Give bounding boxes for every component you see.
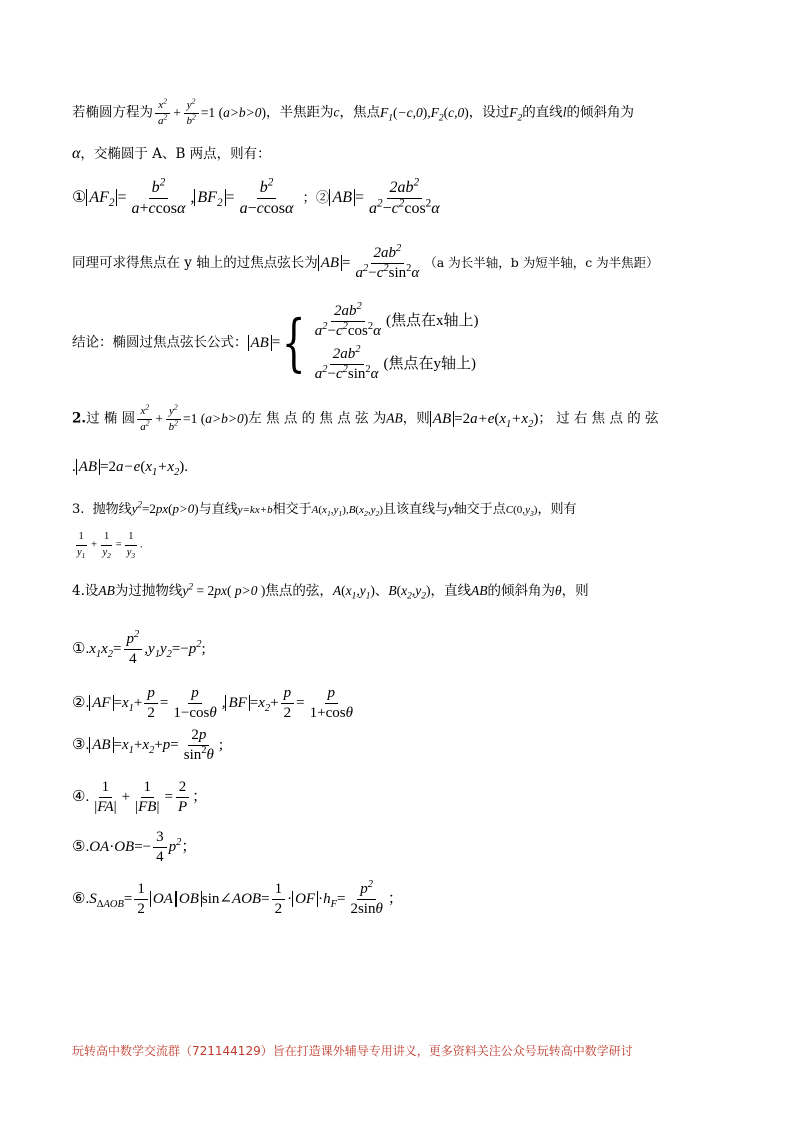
- formula-4-2: ②. AF $=x_1+$ $\frac{p}{2}$ = $\frac{p}{1-\cos\theta}$ , BF $=x_2+$ $\frac{p}{2}$ = $\frac{p}{1+\cos\theta}$: [72, 685, 353, 721]
- text: 的直线: [522, 104, 563, 121]
- text: 4.设: [72, 583, 99, 599]
- text: 同理可求得焦点在 y 轴上的过焦点弦长为: [72, 254, 318, 271]
- text: ，焦点: [339, 104, 381, 121]
- text: 左 焦 点 的 焦 点 弦 为: [248, 410, 387, 427]
- formula-4-5: ⑤.OA·OB=− $\frac{3}{4}$ $p^2$；: [72, 829, 197, 865]
- item-4-line: 4.设AB为过抛物线$y^2 = 2px$( p>0 )焦点的弦，$A(x_1,y_1)$、$B(x_2,y_2)$，直线AB的倾斜角为θ，则: [72, 582, 589, 602]
- text: 、: [374, 583, 389, 599]
- text: ； 过 右 焦 点 的 弦: [538, 410, 659, 427]
- footer-note: 玩转高中数学交流群（721144129）旨在打造课外辅导专用讲义，更多资料关注公众号玩转高中数学研讨: [72, 1044, 633, 1058]
- text: 的倾斜角为: [566, 104, 634, 121]
- text: 焦点在y轴上: [388, 355, 472, 372]
- text: ，半焦距为: [266, 104, 334, 121]
- text: ，则: [561, 583, 589, 599]
- formula-4-3: ③. AB $=x_1+x_2+p=$ $\frac{2p}{\sin^2\theta}$ ;: [72, 727, 224, 763]
- conclusion-line: 结论：椭圆过焦点弦长公式： AB ={ $\frac{2ab^2}{a^2-c^2\cos^2\alpha}$ (焦点在x轴上) $\frac{2ab^2}{a^2-c^2\sin^2\alpha}$ (焦点在y轴上): [72, 301, 479, 382]
- text: 轴交于点: [453, 502, 506, 517]
- text: （a 为长半轴，b 为短半轴，c 为半焦距）: [424, 254, 659, 270]
- text: 的倾斜角为: [487, 583, 555, 599]
- y-axis-chord-line: 同理可求得焦点在 y 轴上的过焦点弦长为 AB = $\frac{2ab^2}{a^2-c^2\sin^2\alpha}$ （a 为长半轴，b 为短半轴，c 为半焦距）: [72, 243, 659, 281]
- text: 相交于: [272, 502, 312, 517]
- text: 结论：椭圆过焦点弦长公式：: [72, 334, 248, 351]
- ellipse-intro-line-2: α，交椭圆于 A、B 两点，则有：: [72, 145, 271, 162]
- text: 为过抛物线: [114, 583, 183, 599]
- text: ，交椭圆于 A、B 两点，则有：: [80, 146, 271, 162]
- text: 与直线: [198, 502, 238, 517]
- item-number: 2.: [72, 410, 87, 427]
- formula-4-1: $①.x_1x_2=$ $\frac{p^2}{4}$ $,y_1y_2=-p^2$;: [72, 629, 206, 667]
- text: ，则有: [537, 502, 577, 517]
- formula-4-6: $⑥.S_{\Delta AOB}=$ $\frac{1}{2}$ OA OB sin∠AOB= $\frac{1}{2}$ · OF $\cdot h_F=$ $\frac{p^2}{2\sin\theta}$ ；: [72, 879, 403, 917]
- item-2-line: 2.过 椭 圆 $\frac{x^2}{a^2}$ + $\frac{y^2}{b^2}$ =1 (a>b>0)左 焦 点 的 焦 点 弦 为AB，则 AB $=2a+e(x_1+x_2)$； 过 右 焦 点 的 弦: [72, 402, 659, 433]
- text: 且该直线与: [382, 502, 448, 517]
- text: 焦点在x轴上: [391, 312, 474, 329]
- formula-4-4: ④. $\frac{1}{|FA|}$ + $\frac{1}{|FB|}$ = $\frac{2}{P}$ ；: [72, 779, 208, 815]
- text: ，则: [402, 410, 430, 427]
- item-number: 3.: [72, 502, 85, 517]
- text: 若椭圆方程为: [72, 104, 153, 121]
- text: 过 椭 圆: [86, 410, 136, 427]
- text: 焦点的弦，: [265, 583, 333, 599]
- ellipse-intro-line: 若椭圆方程为 $\frac{x^2}{a^2}$ + $\frac{y^2}{b^2}$ =1 (a>b>0)，半焦距为c，焦点$F_1(-c,0),F_2(c,0)$，设过$F_2$的直线l的倾斜角为: [72, 96, 634, 127]
- text: 抛物线: [92, 502, 132, 517]
- formula-focal-radii: ① $AF_2$ = $\frac{b^2}{a+ccos\alpha}$ , $BF_2$ = $\frac{b^2}{a-ccos\alpha}$ ；② AB = $\frac{2ab^2}{a^2-c^2\cos^2\alpha}$: [72, 176, 440, 217]
- item-2-line-2: . AB $=2a-e(x_1+x_2)$.: [72, 459, 189, 478]
- text: ，设过: [468, 104, 510, 121]
- text: ；②: [302, 190, 330, 206]
- item-3-formula: $\frac{1}{y_1}$ + $\frac{1}{y_2}$ = $\frac{1}{y_3}$ .: [77, 531, 143, 560]
- item-3-line: 3. 抛物线$y^2=2px(p>0)$与直线y=kx+b相交于$A(x_1,y_1),B(x_2,y_2)$且该直线与y轴交于点$C(0,y_3)$，则有: [72, 499, 577, 519]
- text: ，直线: [430, 583, 471, 599]
